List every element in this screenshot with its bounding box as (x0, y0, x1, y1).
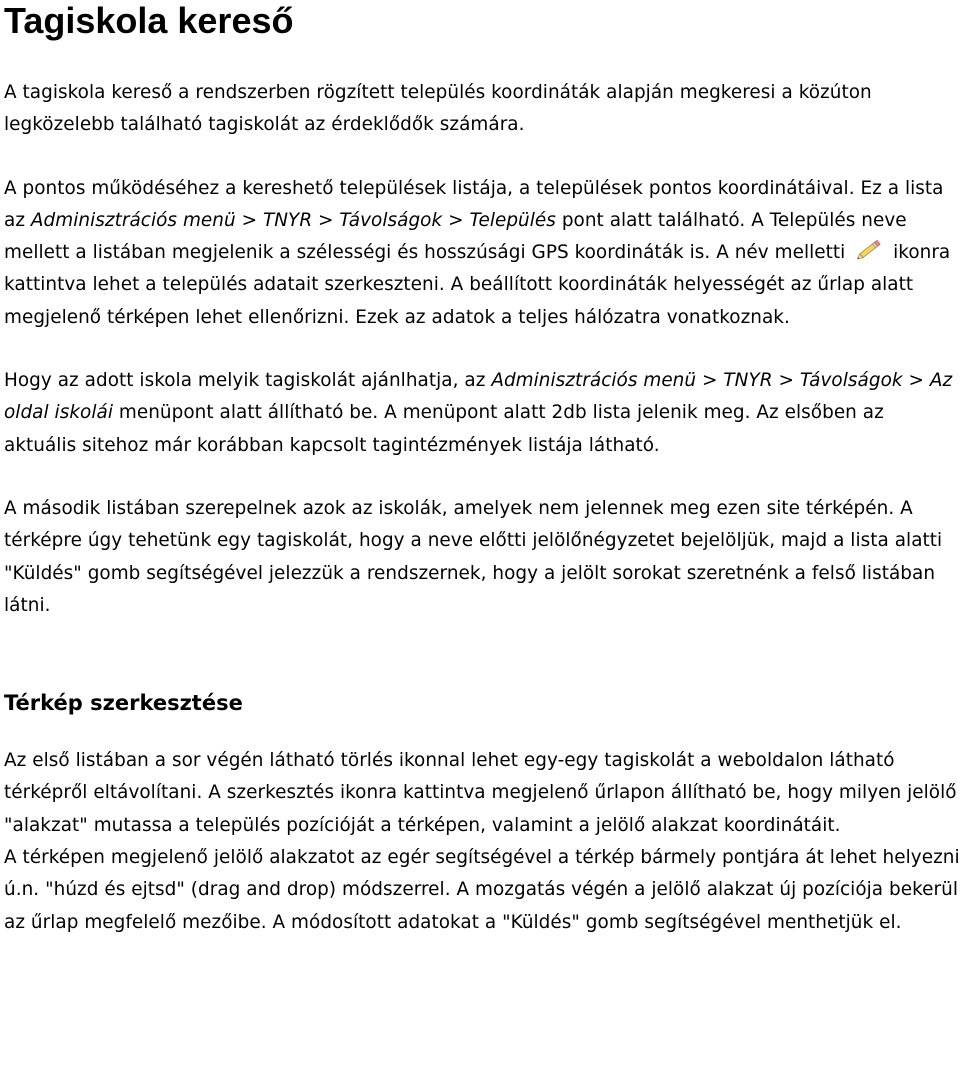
map-edit-paragraph: Az első listában a sor végén látható törlés ikonnal lehet egy-egy tagiskolát a weboldalon látható térképről eltávolítani. A szerkesztés ikonra kattintva megjelenő űrlapon állítható be, hogy milyen jelölő "alakzat" mutassa a település pozícióját a térképen, valamint a jelölő alakzat koordinátáit. (4, 750, 957, 836)
text-span: ikonra kattintva lehet a település adatait szerkeszteni. A beállított koordináták helyességét az űrlap alatt megjelenő térképen lehet ellenőrizni. Ezek az adatok a teljes hálózatra vonatkoznak. (4, 242, 951, 328)
settlement-list-paragraph (4, 173, 960, 334)
menu-path-admin: Adminisztrációs menü (491, 370, 697, 392)
text-span: menüpont alatt állítható be. A menüpont alatt 2db lista jelenik meg. Az elsőben az aktuális sitehoz már korábban kapcsolt tagintézmények listája látható. (4, 402, 884, 456)
path-separator: > (442, 209, 470, 231)
school-assignment-paragraph (4, 365, 960, 462)
menu-path-tnyr: TNYR (723, 370, 773, 392)
menu-path-tnyr: TNYR (262, 209, 313, 231)
section-heading: Térkép szerkesztése (4, 691, 243, 716)
path-separator: > (312, 209, 340, 231)
page-title: Tagiskola kereső (4, 0, 294, 41)
menu-path-admin: Adminisztrációs menü (30, 209, 236, 231)
path-separator: > (696, 370, 724, 392)
second-list-paragraph: A második listában szerepelnek azok az iskolák, amelyek nem jelennek meg ezen site térképén. A térképre úgy tehetünk egy tagiskolát, hogy a neve előtti jelölőnégyzetet bejelöljük, majd a lista alatti "Küldés" gomb segítségével jelezzük a rendszernek, hogy a jelölt sorokat szeretnénk a felső listában látni. (4, 497, 943, 616)
menu-path-site-schools: Az oldal iskolái (4, 370, 953, 424)
menu-path-settlement: Település (469, 209, 556, 231)
text-span: Hogy az adott iskola melyik tagiskolát ajánlhatja, az (4, 370, 492, 392)
drag-drop-paragraph: A térképen megjelenő jelölő alakzatot az egér segítségével a térkép bármely pontjára át lehet helyezni ú.n. "húzd és ejtsd" (drag and drop) módszerrel. A mozgatás végén a jelölő alakzat új pozíciója bekerül az űrlap megfelelő mezőibe. A módosított adatokat a "Küldés" gomb segítségével menthetjük el. (4, 847, 960, 933)
pencil-icon (855, 237, 885, 261)
text-span: pont alatt található. A Település neve mellett a listában megjelenik a szélességi és hosszúsági GPS koordináták is. A név melletti (4, 209, 907, 264)
menu-path-distances: Távolságok (799, 370, 903, 392)
text-span: A pontos működéséhez a kereshető települések listája, a települések pontos koordinátáival. Ez a lista az (4, 177, 944, 231)
path-separator: > (902, 370, 930, 392)
path-separator: > (772, 370, 800, 392)
path-separator: > (235, 209, 263, 231)
intro-paragraph: A tagiskola kereső a rendszerben rögzített település koordináták alapján megkeresi a közúton legközelebb található tagiskolát az érdeklődők számára. (4, 82, 872, 136)
menu-path-distances: Távolságok (339, 209, 443, 231)
